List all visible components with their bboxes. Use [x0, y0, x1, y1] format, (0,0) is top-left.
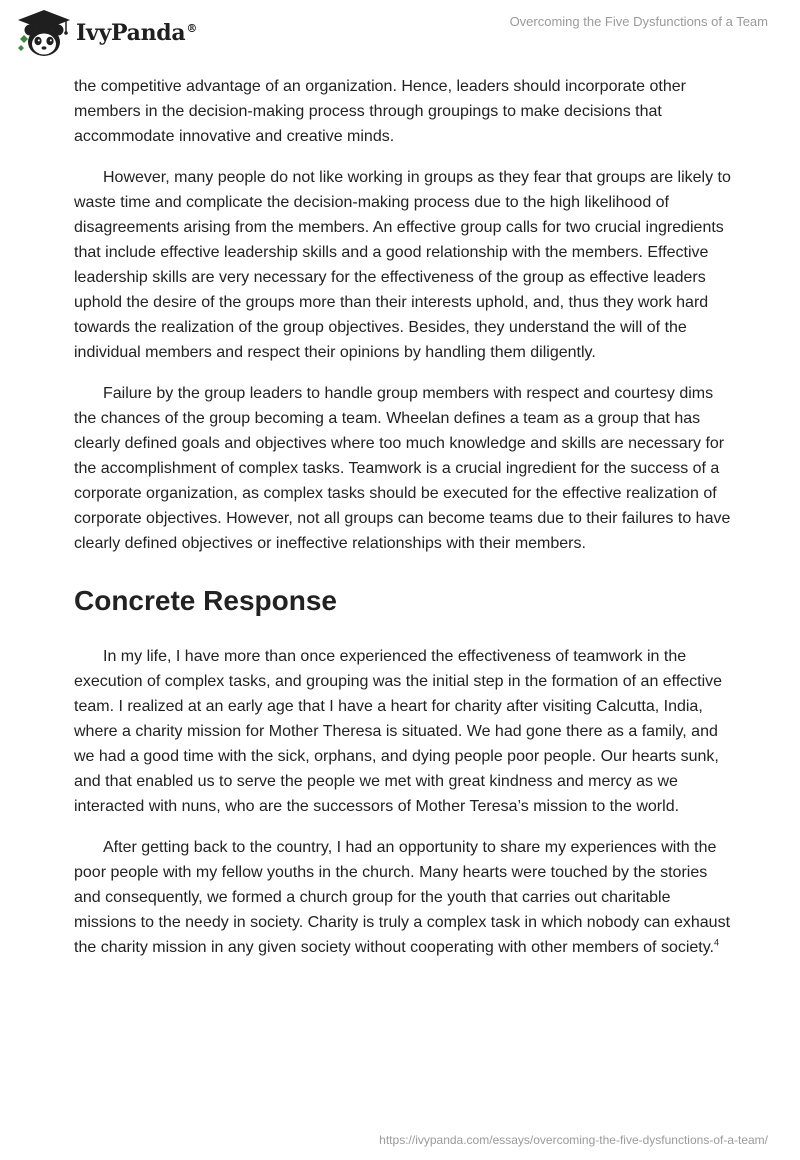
running-title: Overcoming the Five Dysfunctions of a Team	[509, 14, 768, 29]
paragraph-continuation: the competitive advantage of an organization. Hence, leaders should incorporate other members in the decision-making process through groupings to make decisions that accommodate innovative and creative minds.	[74, 78, 686, 145]
section-heading: Concrete Response	[74, 585, 337, 616]
paragraph-text: After getting back to the country, I had an opportunity to share my experiences with the poor people with my fellow youths in the church. Many hearts were touched by the stories and consequently, we formed a church group for the youth that carries out charitable missions to the needy in society. Charity is truly a complex task in which nobody can exhaust the charity mission in any given society without cooperating with other members of society.	[74, 839, 731, 956]
paragraph	[74, 835, 734, 960]
paragraph: Failure by the group leaders to handle group members with respect and courtesy dims the chances of the group becoming a team. Wheelan defines a team as a group that has clearly defined goals and objectives where too much knowledge and skills are necessary for the accomplishment of complex tasks. Teamwork is a crucial ingredient for the success of a corporate organization, as complex tasks should be executed for the effective realization of corporate objectives. However, not all groups can become teams due to their failures to have clearly defined objectives or ineffective relationships with their members.	[74, 385, 731, 552]
paragraph: However, many people do not like working in groups as they fear that groups are likely to waste time and complicate the decision-making process due to the high likelihood of disagreements arising from the members. An effective group calls for two crucial ingredients that include effective leadership skills and a good relationship with the members. Effective leadership skills are very necessary for the effectiveness of the group as effective leaders uphold the desire of the groups more than their interests uphold, and, thus they work hard towards the realization of the group objectives. Besides, they understand the will of the individual members and respect their opinions by handling them diligently.	[74, 169, 731, 361]
paragraph: In my life, I have more than once experienced the effectiveness of teamwork in the execution of complex tasks, and grouping was the initial step in the formation of an effective team. I realized at an early age that I have a heart for charity after visiting Calcutta, India, where a charity mission for Mother Theresa is situated. We had gone there as a family, and we had a good time with the sick, orphans, and dying people poor people. Our hearts sunk, and that enabled us to serve the people we met with great kindness and mercy as we interacted with nuns, who are the successors of Mother Teresa’s mission to the world.	[74, 648, 723, 815]
essay-content	[74, 74, 734, 976]
source-url: https://ivypanda.com/essays/overcoming-the-five-dysfunctions-of-a-team/	[379, 1133, 768, 1147]
footnote-marker[interactable]: 4	[714, 937, 720, 948]
page-header	[0, 0, 800, 70]
panda-graduate-icon	[16, 8, 72, 58]
ivypanda-logo[interactable]	[16, 8, 197, 58]
brand-name: IvyPanda®	[76, 20, 198, 46]
